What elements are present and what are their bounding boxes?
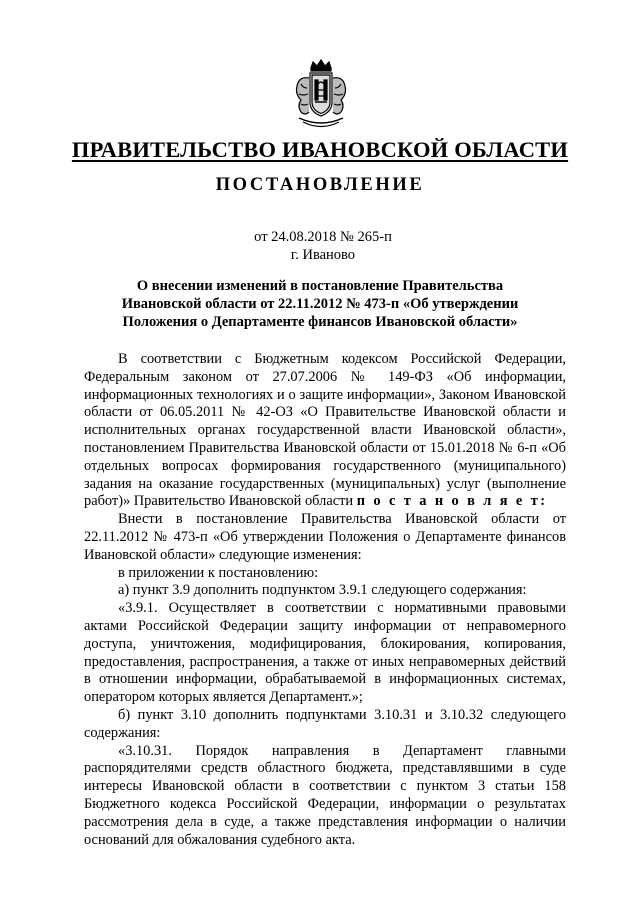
paragraph-clause-3-9-1: «3.9.1. Осуществляет в соответствии с нормативными правовыми актами Российской Федерации защиту информации от неправомерного доступа, уничтожения, модифицирования, блокирования, копирования, предоставления, распространения, а также от иных неправомерных действий в отношении информации, обрабатываемой в информационных системах, оператором которых является Департамент.»;: [84, 600, 566, 706]
heading-line: О внесении изменений в постановление Правительства: [136, 278, 504, 294]
document-type: ПОСТАНОВЛЕНИЕ: [215, 175, 425, 195]
heading-line: Ивановской области от 22.11.2012 № 473-п «Об утверждении: [121, 296, 519, 312]
paragraph-appendix: в приложении к постановлению:: [118, 564, 319, 581]
paragraph-item-a: а) пункт 3.9 дополнить подпунктом 3.9.1 следующего содержания:: [118, 582, 527, 599]
document-date-number: от 24.08.2018 № 265-п: [254, 229, 392, 245]
document-heading: [0, 277, 640, 331]
coat-of-arms-icon: [289, 58, 353, 132]
paragraph-amendment: Внести в постановление Правительства Ивановской области от 22.11.2012 № 473-п «Об утверждении Положения о Департаменте финансов Ивановской области» следующие изменения:: [84, 511, 566, 563]
paragraph-item-b: б) пункт 3.10 дополнить подпунктами 3.10.31 и 3.10.32 следующего содержания:: [84, 706, 566, 741]
document-city: г. Иваново: [290, 247, 356, 263]
government-title: ПРАВИТЕЛЬСТВО ИВАНОВСКОЙ ОБЛАСТИ: [71, 137, 569, 162]
paragraph-clause-3-10-31: «3.10.31. Порядок направления в Департамент главными распорядителями средств областного бюджета, представлявшими в суде интересы Ивановской области в соответствии с пунктом 3 статьи 158 Бюджетного кодекса Российской Федерации, информации о результатах рассмотрения дела в суде, а также представления информации о наличии оснований для обжалования судебного акта.: [84, 742, 566, 848]
preamble-text: В соответствии с Бюджетным кодексом Российской Федерации, Федеральным законом от 27.07.2006 № 149-ФЗ «Об информации, информационных технологиях и о защите информации», Законом Ивановской области от 06.05.2011 № 42-ОЗ «О Правительстве Ивановской области и исполнительных органах государственной власти Ивановской области», постановлением Правительства Ивановской области от 15.01.2018 № 6-п «Об отдельных вопросах формирования государственного (муниципального) задания на оказание государственных (муниципальных) услуг (выполнение работ)» Правительство Ивановской области: [84, 351, 566, 510]
resolution-verb: п о с т а н о в л я е т:: [356, 493, 548, 510]
heading-line: Положения о Департаменте финансов Ивановской области»: [122, 314, 518, 330]
paragraph-preamble: [84, 351, 566, 511]
document-body: [84, 351, 566, 849]
